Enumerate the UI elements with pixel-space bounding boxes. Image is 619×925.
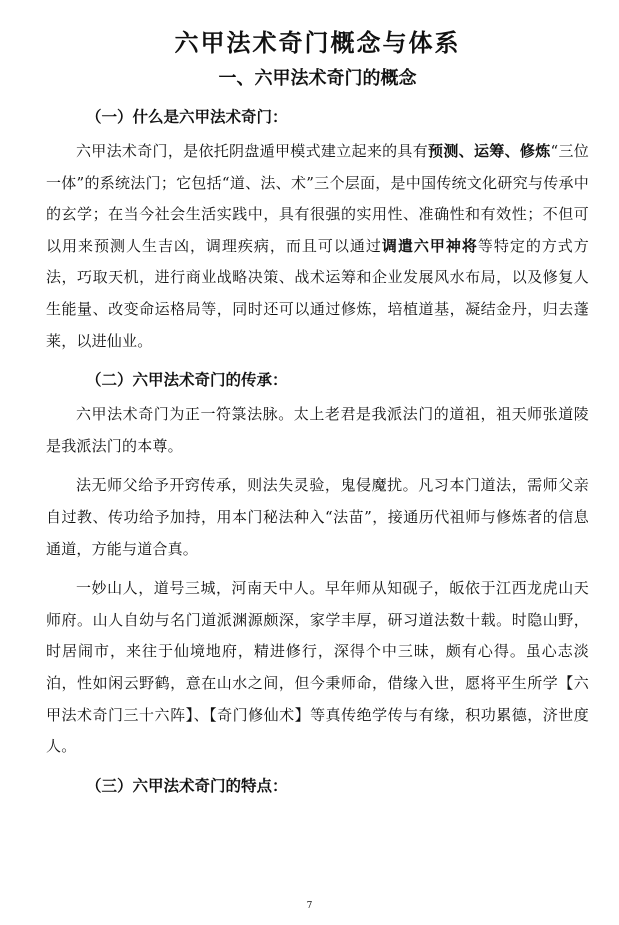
- paragraph-lineage: 六甲法术奇门为正一符箓法脉。太上老君是我派法门的道祖，祖天师张道陵是我派法门的本尊。: [46, 405, 589, 455]
- bold-text: 调遣六甲神将: [381, 236, 478, 255]
- section-heading: 一、六甲法术奇门的概念: [218, 68, 417, 89]
- bold-text: 预测、运筹、修炼: [428, 142, 551, 160]
- paragraph-transmission: 法无师父给予开窍传承，则法失灵验，鬼侵魔扰。凡习本门道法，需师父亲自过教、传功给予加持，用本门秘法种入“法苗”，接通历代祖师与修炼者的信息通道，方能与道合真。: [46, 476, 589, 558]
- page-number: 7: [306, 901, 313, 911]
- subsection-heading-2: （二）六甲法术奇门的传承：: [86, 371, 288, 390]
- subsection-heading-1: （一）什么是六甲法术奇门：: [86, 108, 288, 126]
- page-title: 六甲法术奇门概念与体系: [174, 29, 461, 57]
- text-run: 六甲法术奇门，是依托阴盘遁甲模式建立起来的具有: [76, 142, 429, 160]
- subsection-heading-3: （三）六甲法术奇门的特点：: [86, 776, 288, 795]
- paragraph-concept: [46, 136, 589, 357]
- text-run: “三位一体”的系统法门；它包括“道、法、术”三个层面，是中国传统文化研究与传承中的玄学；在当今社会生活实践中，具有很强的实用性、准确性和有效性；不但可以用来预测人生吉凶，调理疾病，而且可以通过: [46, 142, 589, 255]
- paragraph-biography: 一妙山人，道号三城，河南天中人。早年师从知砚子，皈依于江西龙虎山天师府。山人自幼与名门道派渊源颇深，家学丰厚，研习道法数十载。时隐山野，时居闹市，来往于仙境地府，精进修行，深得个中三昧，颇有心得。虽心志淡泊，性如闲云野鹤，意在山水之间，但今秉师命，借缘入世，愿将平生所学【六甲法术奇门三十六阵】、【奇门修仙术】等真传绝学传与有缘，积功累德，济世度人。: [46, 579, 589, 756]
- text-run: 等特定的方式方法，巧取天机，进行商业战略决策、战术运筹和企业发展风水布局，以及修复人生能量、改变命运格局等，同时还可以通过修炼，培植道基，凝结金丹，归去蓬莱，以进仙业。: [46, 236, 590, 350]
